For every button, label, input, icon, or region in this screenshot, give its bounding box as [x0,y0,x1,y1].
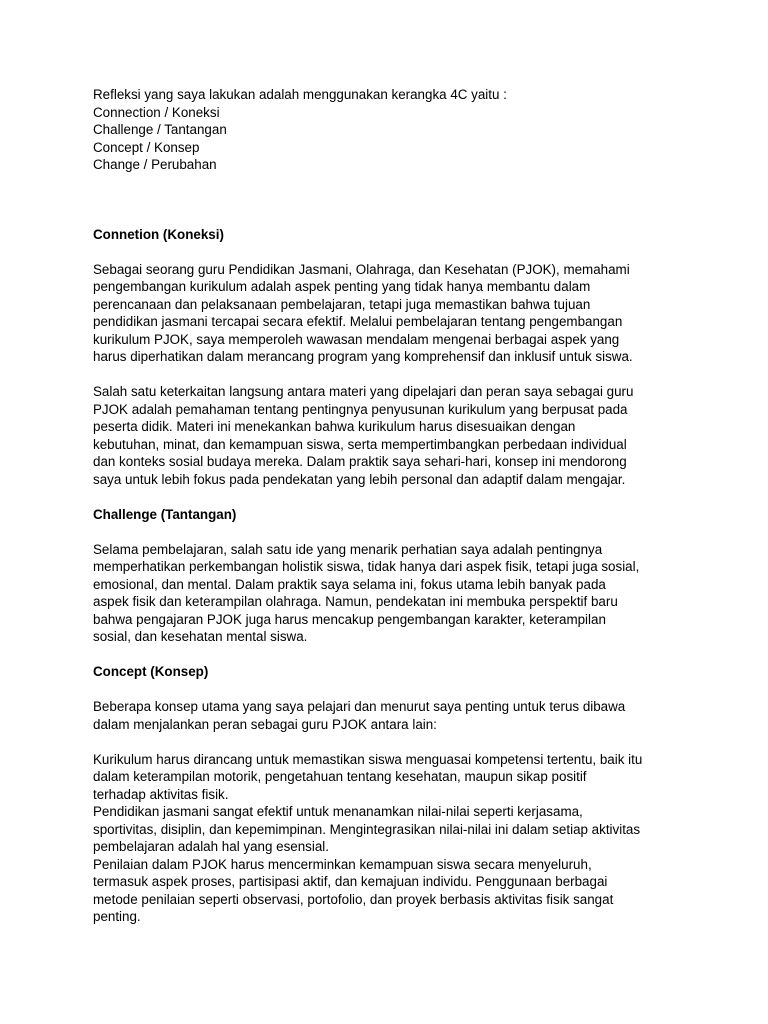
text-line: penting. [93,909,141,924]
paragraph [93,383,693,488]
section-heading-connection: Connetion (Koneksi) [93,226,224,242]
intro-line: Refleksi yang saya lakukan adalah menggunakan kerangka 4C yaitu : [93,87,507,102]
text-line: peserta didik. Materi ini menekankan bahwa kurikulum harus disesuaikan dengan [93,419,576,434]
text-line: pendidikan jasmani tercapai secara efektif. Melalui pembelajaran tentang pengembangan [93,314,623,329]
intro-line: Connection / Koneksi [93,104,220,120]
text-line: dalam keterampilan motorik, pengetahuan tentang kesehatan, maupun sikap positif [93,769,587,784]
text-line: Pendidikan jasmani sangat efektif untuk menanamkan nilai-nilai seperti kerjasama, [93,804,583,819]
text-line: pengembangan kurikulum adalah aspek penting yang tidak hanya membantu dalam [93,279,591,294]
text-line: bahwa pengajaran PJOK juga harus mencakup pengembangan karakter, keterampilan [93,611,606,627]
text-line: kebutuhan, minat, dan kemampuan siswa, serta mempertimbangkan perbedaan individual [93,436,627,452]
text-line: Selama pembelajaran, salah satu ide yang menarik perhatian saya adalah pentingnya [93,541,603,557]
intro-line: Challenge / Tantangan [93,122,227,137]
text-line: harus diperhatikan dalam merancang program yang komprehensif dan inklusif untuk siswa. [93,349,633,364]
text-line: Salah satu keterkaitan langsung antara materi yang dipelajari dan peran saya sebagai guru [93,384,634,399]
intro-line: Change / Perubahan [93,157,217,172]
text-line: kurikulum PJOK, saya memperoleh wawasan mendalam mengenai berbagai aspek yang [93,331,620,347]
text-line: dan konteks sosial budaya mereka. Dalam praktik saya sehari-hari, konsep ini mendorong [93,454,627,469]
text-line: Kurikulum harus dirancang untuk memastikan siswa menguasai kompetensi tertentu, baik itu [93,751,643,767]
text-line: dalam menjalankan peran sebagai guru PJOK antara lain: [93,716,437,732]
section-heading-challenge: Challenge (Tantangan) [93,506,237,522]
text-line: termasuk aspek proses, partisipasi aktif, dan kemajuan individu. Penggunaan berbagai [93,874,608,889]
paragraph [93,541,693,646]
paragraph [93,261,693,366]
document-page [93,86,693,926]
section-heading-concept: Concept (Konsep) [93,664,209,679]
text-line: metode penilaian seperti observasi, portofolio, dan proyek berbasis aktivitas fisik sangat [93,891,614,907]
text-line: emosional, dan mental. Dalam praktik saya selama ini, fokus utama lebih banyak pada [93,576,606,592]
paragraph [93,751,693,926]
text-line: Penilaian dalam PJOK harus mencerminkan kemampuan siswa secara menyeluruh, [93,856,592,872]
text-line: sportivitas, disiplin, dan kepemimpinan. Mengintegrasikan nilai-nilai ini dalam setiap aktivitas [93,821,641,837]
text-line: memperhatikan perkembangan holistik siswa, tidak hanya dari aspek fisik, tetapi juga sosial, [93,559,640,574]
intro-block [93,86,693,174]
text-line: perencanaan dan pelaksanaan pembelajaran, tetapi juga memastikan bahwa tujuan [93,296,591,312]
text-line: terhadap aktivitas fisik. [93,786,229,802]
text-line: pembelajaran adalah hal yang esensial. [93,839,329,854]
text-line: PJOK adalah pemahaman tentang pentingnya penyusunan kurikulum yang berpusat pada [93,401,628,417]
text-line: Beberapa konsep utama yang saya pelajari dan menurut saya penting untuk terus dibawa [93,699,626,714]
paragraph [93,698,693,733]
text-line: sosial, dan kesehatan mental siswa. [93,629,308,644]
text-line: saya untuk lebih fokus pada pendekatan yang lebih personal dan adaptif dalam mengajar. [93,471,626,487]
intro-line: Concept / Konsep [93,139,200,155]
text-line: aspek fisik dan keterampilan olahraga. Namun, pendekatan ini membuka perspektif baru [93,594,618,609]
text-line: Sebagai seorang guru Pendidikan Jasmani, Olahraga, dan Kesehatan (PJOK), memahami [93,261,630,277]
